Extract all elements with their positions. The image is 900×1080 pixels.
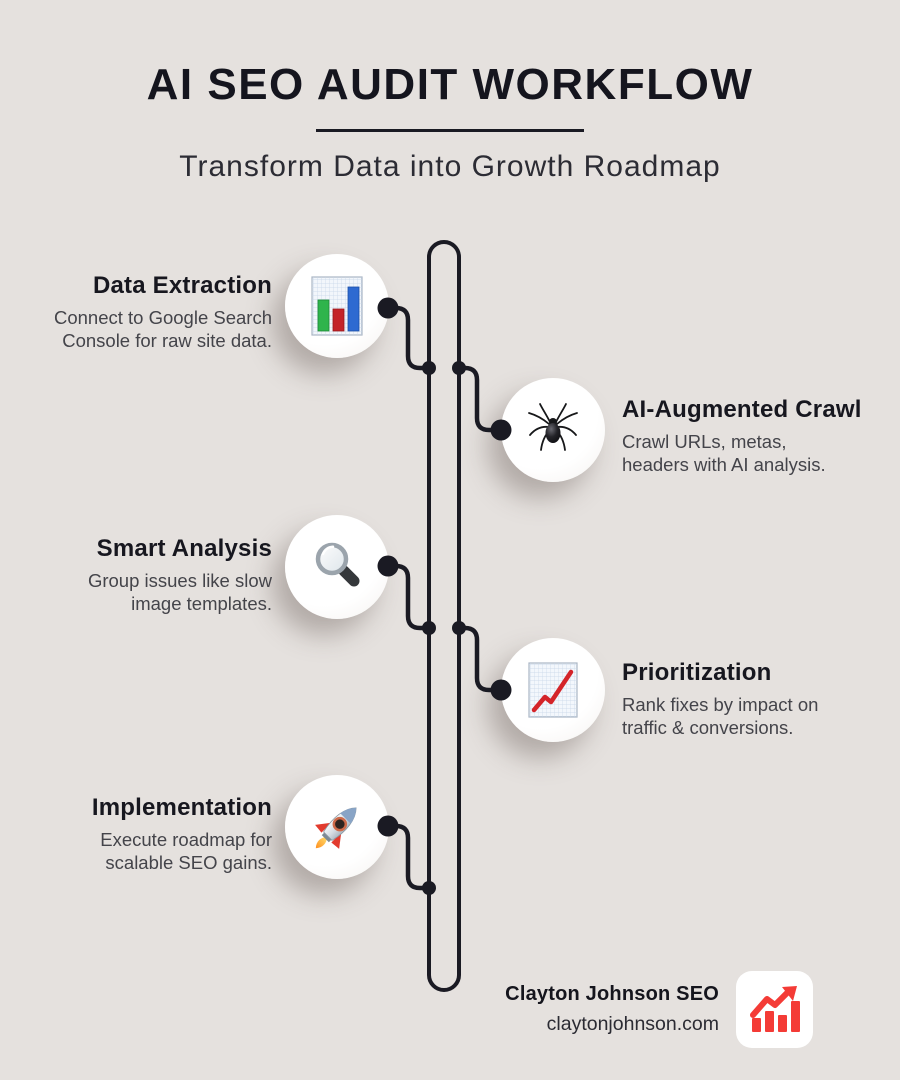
step4-text-block [622,659,894,739]
step2-desc-line2: headers with AI analysis. [622,454,826,475]
step5-description [20,828,272,874]
chart-increasing-icon [526,660,580,720]
step5-desc-line1: Execute roadmap for [100,829,272,850]
step1-desc-line1: Connect to Google Search [53,307,272,328]
title-divider [316,129,584,132]
step1-icon-circle [285,254,389,358]
step4-title: Prioritization [622,659,772,686]
spider-icon [526,402,580,458]
step2-description [622,430,894,476]
red-growth-chart-icon [749,984,801,1036]
step3-desc-line2: image templates. [131,593,272,614]
brand-logo-box [736,971,813,1048]
step1-description [20,306,272,352]
page-subtitle: Transform Data into Growth Roadmap [179,150,721,183]
step1-desc-line2: Console for raw site data. [62,330,272,351]
footer-brand [505,971,813,1048]
step2-desc-line1: Crawl URLs, metas, [622,431,787,452]
step4-desc-line2: traffic & conversions. [622,717,794,738]
footer-text [505,983,719,1036]
step3-text-block [20,535,272,615]
step5-icon-circle [285,775,389,879]
step2-icon-circle [501,378,605,482]
magnifying-glass-icon [308,538,366,596]
step3-title: Smart Analysis [96,535,272,562]
bar-chart-icon [309,275,365,337]
step3-desc-line1: Group issues like slow [87,570,272,591]
step3-description [20,569,272,615]
step1-text-block [20,272,272,352]
step4-description [622,693,894,739]
rocket-icon [306,796,368,858]
step5-text-block [20,794,272,874]
step2-text-block [622,396,894,476]
brand-name: Clayton Johnson SEO [505,983,719,1005]
page-title: AI SEO AUDIT WORKFLOW [146,60,754,109]
step2-title: AI-Augmented Crawl [622,396,862,423]
step4-desc-line1: Rank fixes by impact on [622,694,819,715]
step5-desc-line2: scalable SEO gains. [105,852,272,873]
step1-title: Data Extraction [92,272,272,299]
step5-title: Implementation [91,794,272,821]
step3-icon-circle [285,515,389,619]
brand-website: claytonjohnson.com [546,1013,719,1035]
step4-icon-circle [501,638,605,742]
